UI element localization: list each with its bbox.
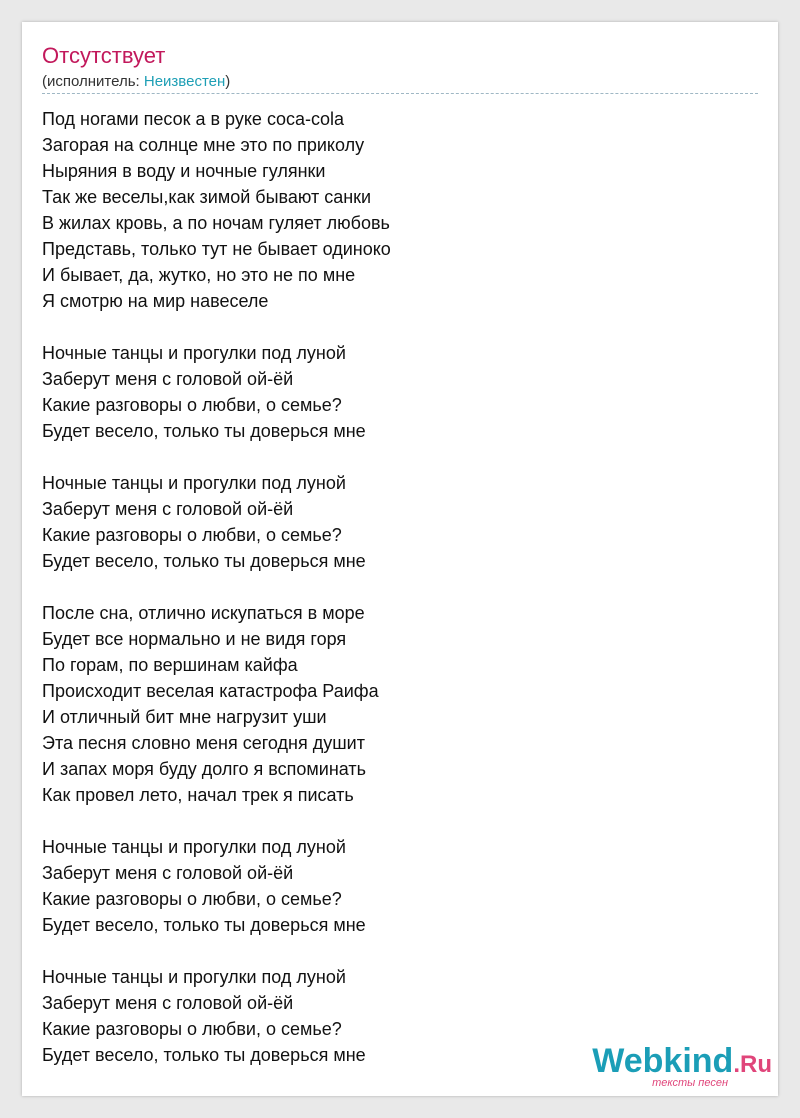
lyric-line: Заберут меня с головой ой-ёй [42, 993, 294, 1013]
artist-line [42, 73, 230, 91]
lyric-line: Как провел лето, начал трек я писать [42, 785, 354, 805]
lyric-line: И запах моря буду долго я вспоминать [42, 759, 366, 779]
lyric-line: Какие разговоры о любви, о семье? [42, 395, 342, 415]
lyric-line: Какие разговоры о любви, о семье? [42, 889, 342, 909]
lyric-line: Ныряния в воду и ночные гулянки [42, 161, 326, 181]
lyric-line: Ночные танцы и прогулки под луной [42, 343, 346, 363]
stanza-gap [42, 444, 758, 470]
lyric-line: Так же веселы,как зимой бывают санки [42, 187, 372, 207]
lyric-line: Представь, только тут не бывает одиноко [42, 239, 391, 259]
lyric-line: Заберут меня с головой ой-ёй [42, 499, 294, 519]
lyric-line: Под ногами песок а в руке coca-cola [42, 109, 344, 129]
lyric-line: Ночные танцы и прогулки под луной [42, 837, 346, 857]
artist-prefix: (исполнитель: [42, 73, 144, 90]
lyric-line: Какие разговоры о любви, о семье? [42, 1019, 342, 1039]
lyric-line: Заберут меня с головой ой-ёй [42, 369, 294, 389]
artist-link[interactable]: Неизвестен [143, 73, 226, 90]
lyrics-body [42, 106, 758, 1068]
lyric-line: В жилах кровь, а по ночам гуляет любовь [42, 213, 390, 233]
lyric-line: И отличный бит мне нагрузит уши [42, 707, 327, 727]
lyric-line: Будет все нормально и не видя горя [42, 629, 347, 649]
lyric-line: И бывает, да, жутко, но это не по мне [42, 265, 356, 285]
lyric-line: Какие разговоры о любви, о семье? [42, 525, 342, 545]
lyric-line: По горам, по вершинам кайфа [42, 655, 298, 675]
divider [42, 93, 758, 94]
stanza-gap [42, 314, 758, 340]
stanza-gap [42, 808, 758, 834]
logo-tld: .Ru [733, 1051, 772, 1078]
logo-tagline: тексты песен [652, 1077, 728, 1089]
lyrics-sheet [22, 22, 778, 1096]
webkind-logo [572, 1043, 772, 1089]
lyric-line: После сна, отлично искупаться в море [42, 603, 365, 623]
lyric-line: Загорая на солнце мне это по приколу [42, 135, 365, 155]
lyric-line: Будет весело, только ты доверься мне [42, 421, 366, 441]
stanza-gap [42, 938, 758, 964]
lyric-line: Будет весело, только ты доверься мне [42, 551, 366, 571]
lyric-line: Происходит веселая катастрофа Раифа [42, 681, 379, 701]
stanza-gap [42, 574, 758, 600]
lyric-line: Будет весело, только ты доверься мне [42, 915, 366, 935]
logo-word: Webkind [592, 1042, 734, 1080]
lyric-line: Эта песня словно меня сегодня душит [42, 733, 365, 753]
lyric-line: Ночные танцы и прогулки под луной [42, 473, 346, 493]
song-title: Отсутствует [42, 43, 166, 68]
artist-suffix: ) [225, 73, 231, 90]
lyric-line: Я смотрю на мир навеселе [42, 291, 269, 311]
lyric-line: Будет весело, только ты доверься мне [42, 1045, 366, 1065]
lyric-line: Заберут меня с головой ой-ёй [42, 863, 294, 883]
lyric-line: Ночные танцы и прогулки под луной [42, 967, 346, 987]
